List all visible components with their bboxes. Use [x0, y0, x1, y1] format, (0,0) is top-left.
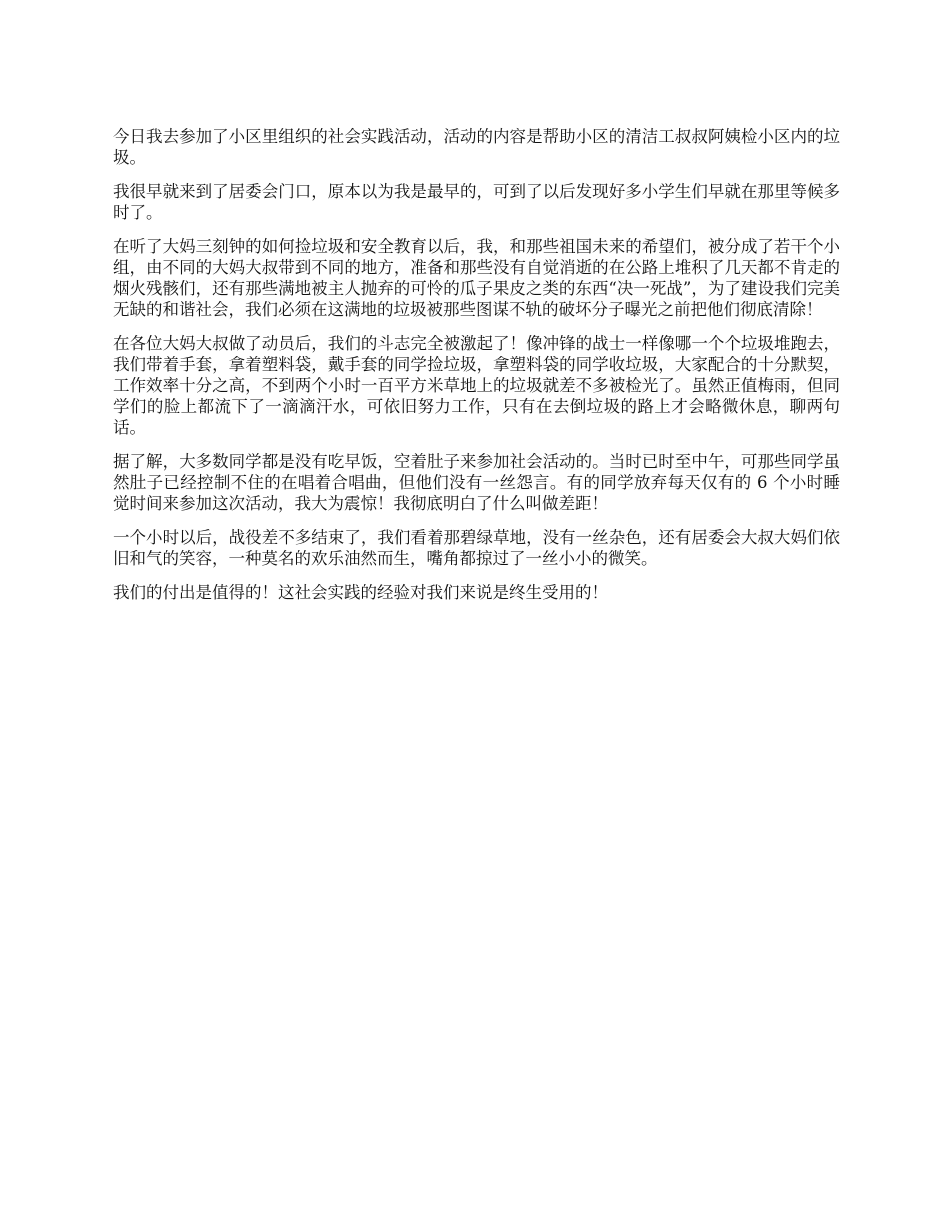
paragraph-3: 在听了大妈三刻钟的如何捡垃圾和安全教育以后，我，和那些祖国未来的希望们，被分成了若干个小组，由不同的大妈大叔带到不同的地方，准备和那些没有自觉消逝的在公路上堆积了几天都不肯走的烟火残骸们，还有那些满地被主人抛弃的可怜的瓜子果皮之类的东西“决一死战”，为了建设我们完美无缺的和谐社会，我们必须在这满地的垃圾被那些图谋不轨的破坏分子曝光之前把他们彻底清除！ [113, 237, 840, 319]
document-body [113, 126, 840, 616]
paragraph-4: 在各位大妈大叔做了动员后，我们的斗志完全被激起了！像冲锋的战士一样像哪一个个垃圾堆跑去，我们带着手套，拿着塑料袋，戴手套的同学捡垃圾，拿塑料袋的同学收垃圾，大家配合的十分默契，工作效率十分之高，不到两个小时一百平方米草地上的垃圾就差不多被检光了。虽然正值梅雨，但同学们的脸上都流下了一滴滴汗水，可依旧努力工作，只有在去倒垃圾的路上才会略微休息，聊两句话。 [113, 334, 840, 437]
paragraph-6: 一个小时以后，战役差不多结束了，我们看着那碧绿草地，没有一丝杂色，还有居委会大叔大妈们依旧和气的笑容，一种莫名的欢乐油然而生，嘴角都掠过了一丝小小的微笑。 [113, 528, 840, 568]
paragraph-5: 据了解，大多数同学都是没有吃早饭，空着肚子来参加社会活动的。当时已时至中午，可那些同学虽然肚子已经控制不住的在唱着合唱曲，但他们没有一丝怨言。有的同学放弃每天仅有的 6 个小时睡觉时间来参加这次活动，我大为震惊！我彻底明白了什么叫做差距！ [113, 452, 840, 513]
paragraph-1: 今日我去参加了小区里组织的社会实践活动，活动的内容是帮助小区的清洁工叔叔阿姨检小区内的垃圾。 [113, 127, 840, 167]
paragraph-2: 我很早就来到了居委会门口，原本以为我是最早的，可到了以后发现好多小学生们早就在那里等候多时了。 [113, 182, 840, 222]
paragraph-7: 我们的付出是值得的！这社会实践的经验对我们来说是终生受用的！ [113, 583, 608, 602]
